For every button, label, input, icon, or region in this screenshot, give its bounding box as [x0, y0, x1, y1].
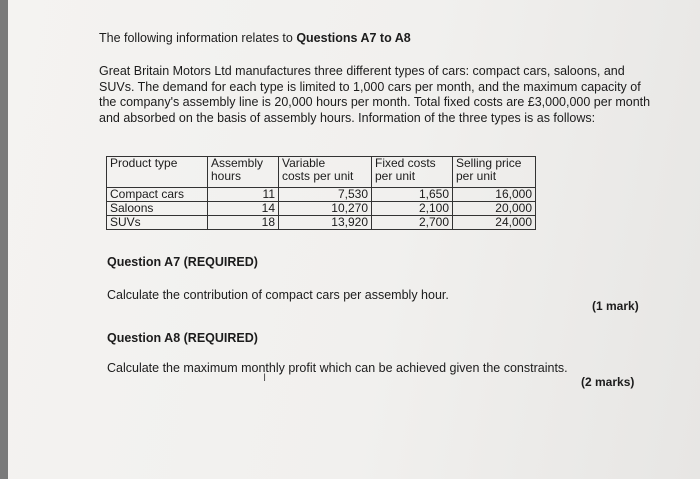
- question-a7-text: Calculate the contribution of compact cars per assembly hour.: [107, 288, 449, 302]
- question-a8-heading: Question A8 (REQUIRED): [107, 331, 258, 345]
- table-row: [107, 216, 536, 230]
- header-product-type: Product type: [107, 157, 208, 188]
- text-cursor-icon: I: [263, 372, 267, 384]
- intro-text: The following information relates to: [99, 31, 297, 45]
- header-selling-price: Selling price per unit: [453, 157, 536, 188]
- cell-fixed-cost: 2,100: [372, 202, 453, 216]
- cell-selling-price: 16,000: [453, 188, 536, 202]
- cell-assembly-hours: 11: [208, 188, 279, 202]
- header-fixed-costs: Fixed costs per unit: [372, 157, 453, 188]
- cell-variable-cost: 7,530: [279, 188, 372, 202]
- question-sheet: [8, 0, 700, 479]
- cell-selling-price: 24,000: [453, 216, 536, 230]
- question-a8-marks: (2 marks): [581, 375, 635, 389]
- intro-bold: Questions A7 to A8: [296, 31, 411, 45]
- table-row: [107, 188, 536, 202]
- header-variable-costs: Variable costs per unit: [279, 157, 372, 188]
- question-a7-heading: Question A7 (REQUIRED): [107, 255, 258, 269]
- table-row: [107, 202, 536, 216]
- cell-fixed-cost: 2,700: [372, 216, 453, 230]
- cell-product: Compact cars: [107, 188, 208, 202]
- intro-line: [99, 31, 411, 45]
- cell-selling-price: 20,000: [453, 202, 536, 216]
- question-a7-marks: (1 mark): [592, 299, 639, 313]
- table-header-row: [107, 157, 536, 188]
- header-assembly-hours: Assembly hours: [208, 157, 279, 188]
- cell-assembly-hours: 18: [208, 216, 279, 230]
- cell-assembly-hours: 14: [208, 202, 279, 216]
- cell-variable-cost: 10,270: [279, 202, 372, 216]
- question-a8-text: Calculate the maximum monthly profit which can be achieved given the constraints.: [107, 361, 568, 375]
- cell-product: SUVs: [107, 216, 208, 230]
- cell-fixed-cost: 1,650: [372, 188, 453, 202]
- cell-product: Saloons: [107, 202, 208, 216]
- scenario-paragraph: Great Britain Motors Ltd manufactures three different types of cars: compact cars, saloons, and SUVs. The demand for each type is limited to 1,000 cars per month, and the maximum capacity of the company's assembly line is 20,000 hours per month. Total fixed costs are £3,000,000 per month and absorbed on the basis of assembly hours. Information of the three types is as follows:: [99, 64, 651, 125]
- product-info-table: [106, 156, 536, 230]
- cell-variable-cost: 13,920: [279, 216, 372, 230]
